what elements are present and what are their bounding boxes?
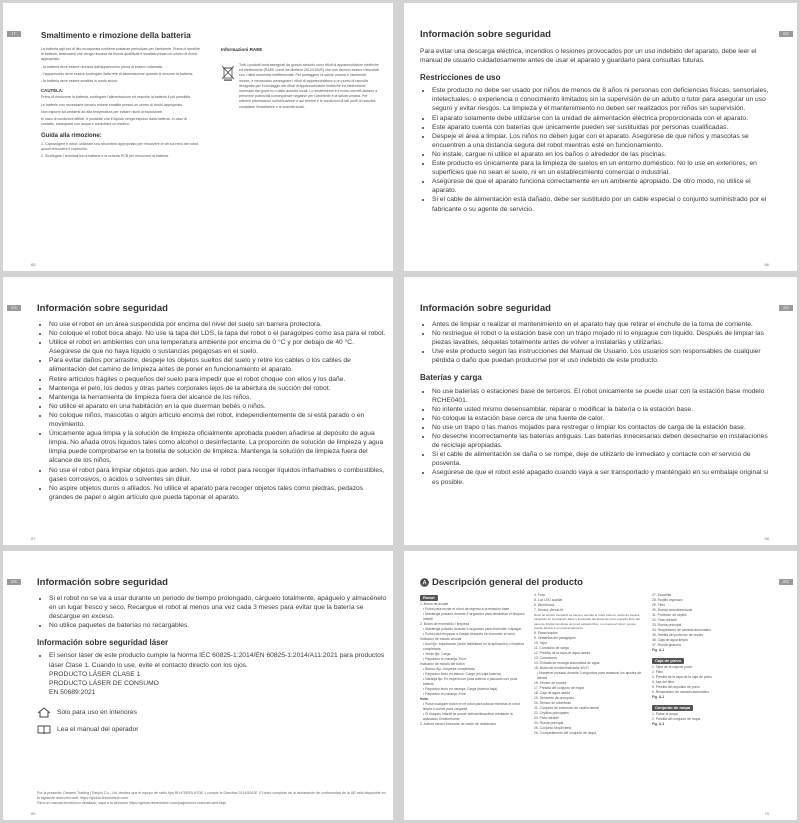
part-line: 6. Respiradero de vaciado automático	[652, 690, 710, 694]
language-tag: ES	[779, 305, 793, 311]
laser-class-line: PRODUCTO LÁSER DE CONSUMO	[49, 679, 159, 687]
robot-parts-col1	[420, 593, 528, 727]
list-item: • No instale, cargue ni utilice el aparato en los baños o alrededor de las piscinas.	[432, 150, 770, 159]
list-item: • Si el robot no se va a usar durante un periodo de tiempo prolongado, cárguelo totalmente, apáguelo y almacénelo en un lugar fresco y seco. Recargue el robot al menos una vez cada 3 meses para evitar que la batería se descargue en exceso.	[49, 594, 387, 621]
part-line: • Pulse para empezar a limpiar después de encender el robot	[423, 632, 516, 636]
part-line: 18. Caja de agua usada	[534, 690, 571, 695]
manual-label: Lea el manual del operador	[57, 725, 139, 733]
part-line: 12. Presilla de la tapa de agua usada	[534, 650, 590, 655]
part-line: • Parpadeo lento en blanco: Carga (en baja batería)	[423, 672, 501, 676]
part-line: • Parpadeo en naranja: Error	[423, 657, 467, 661]
part-line: 23. Pata retráctil	[534, 715, 559, 720]
robot-badge: Robot	[420, 595, 438, 601]
paragraph: - la batteria deve essere rimossa dall'apparecchio prima di essere rottamata;	[41, 64, 163, 69]
part-line: 20. Sensor de alfombras	[534, 700, 571, 705]
page-68	[404, 277, 797, 545]
section-heading: Restricciones de uso	[420, 73, 501, 83]
part-line: 37. Rueda giratoria	[652, 643, 681, 647]
part-line: 30. Rueda omnidireccional	[652, 608, 693, 612]
part-line: • Azul fijo: Impulsando (debe habilitarse en la aplicación) o limpieza completada	[423, 642, 524, 651]
caution-heading: CAUTELA:	[41, 88, 64, 94]
safety-content	[420, 47, 770, 214]
part-line: 1. Tapa de la caja de polvo	[652, 665, 693, 669]
raee-heading: Informazioni RAEE	[221, 47, 263, 52]
guide-heading: Guida alla rimozione:	[41, 133, 102, 140]
paragraph: 2. Scollegare i terminali tra la batteria e la scheda PCB per rimuovere la batteria.	[41, 154, 170, 159]
part-line: 29. Filtro	[652, 603, 666, 607]
part-line: • Mantenga pulsado durante 3 segundos para desactivar el bloqueo infantil	[423, 612, 525, 621]
part-line: 2. Presilla del conjunto de mopa	[652, 717, 701, 721]
part-line: 4. Asa del filtro	[652, 680, 675, 684]
part-line: • Pulse para enviar el robot de regreso a la estación base	[423, 607, 510, 611]
language-tag: ES	[7, 305, 21, 311]
part-line: Indicador de estado del botón	[420, 662, 465, 666]
figure-label: Fig. A-3	[652, 722, 665, 726]
list-item: • Utilice el robot en ambientes con una temperatura ambiente por encima de 0 °C y por debajo de 40 °C. Asegúrese de que no haya líquido o sustancias pegajosas en el suelo.	[49, 338, 387, 356]
part-line: Indicador de estado circular	[420, 637, 462, 641]
battery-text-column	[41, 47, 201, 161]
part-line: • Naranja fijo: En espera con poca batería o pausado con poca batería	[423, 677, 518, 686]
part-line: 17. Presilla del conjunto de mopa	[534, 685, 585, 690]
paragraph: In caso di condizioni difficili, è possibile che il liquido venga espulso dalla batteria. In caso di contatto, sciacquare con acqua e consultare un medico.	[41, 117, 187, 127]
part-line: 32. Pata retráctil	[652, 618, 677, 622]
part-line: 3. Presilla de la tapa de la caja de polvo	[652, 675, 712, 679]
part-line: • Pulse cualquier botón en el robot para pausar mientras el robot limpia o vuelve para cargarse.	[423, 702, 520, 711]
list-item: • No aspire objetos duros o afilados. No utilice el aparato para recoger objetos tales como piedras, pedazos grandes de papel o algún artículo que pueda taponar el aparato.	[49, 484, 387, 502]
part-line: 8. Parachoques	[534, 630, 558, 635]
part-line: 22. Cepillos principales	[534, 710, 569, 715]
part-line: 7. Sensor VersaLift	[534, 608, 563, 612]
page-69	[3, 551, 393, 820]
indoor-use-row	[37, 707, 387, 718]
part-line: 16. Sensor de bordes	[534, 680, 567, 685]
paragraph: 1. Capovolgere il robot, utilizzare uno strumento appropriato per rimuovere le viti sul retro del robot, quindi rimuovere il coperchio.	[41, 141, 199, 151]
page-title: Información sobre seguridad	[420, 29, 551, 40]
list-item: • Asegúrese de que el robot esté apagado cuando vaya a ser transportado y manténgalo en su embalaje original si es posible.	[432, 468, 770, 486]
paragraph: Le batterie non necessarie devono essere smaltite presso un centro di riciclo appropriato.	[41, 102, 184, 107]
letter-a-circle-icon	[420, 578, 429, 587]
paragraph: - la batteria deve essere smaltita in modo sicuro.	[41, 79, 119, 84]
part-line: 21. Conjunto de extensión de cepillo lateral	[534, 705, 599, 710]
part-line: 4. Foco	[534, 593, 546, 597]
part-line: 24. Rueda principal	[534, 720, 564, 725]
list-item: • El aparato solamente debe utilizarse con la unidad de alimentación eléctrica proporcionada con el aparato.	[432, 114, 770, 123]
list-item: • No use un trapo o las manos mojados para restregar o limpiar los contactos de carga de la estación base.	[432, 423, 770, 432]
part-line: 31. Protector de cepillo	[652, 613, 687, 617]
bullet-list	[37, 651, 387, 669]
part-line: 2. Botón de encendido / limpieza	[420, 622, 470, 626]
list-item: • Mantenga el pelo, los dedos y otras partes corporales lejos de la abertura de succión del robot.	[49, 384, 387, 393]
list-item: • Si el cable de alimentación está dañado, debe ser sustituido por un cable especial o conjunto suministrado por el fabricante o su agente de servicio.	[432, 195, 770, 213]
page-title: Smaltimento e rimozione della batteria	[41, 31, 191, 40]
house-icon	[37, 707, 51, 718]
part-line: 33. Rueda principal	[652, 623, 682, 627]
footer-line: Para un manual electrónico detallado, vaya a la dirección https://global.dreametech.com/pages/user-manuals-and-faqs	[37, 801, 226, 805]
list-item: • Retire artículos frágiles o pequeños del suelo para impedir que el robot choque con ellos y los dañe.	[49, 375, 387, 384]
bullet-list	[37, 594, 387, 630]
list-item: • No utilice paquetes de baterías no recargables.	[49, 621, 387, 630]
page-66	[404, 3, 797, 271]
page-number: 65	[31, 262, 36, 267]
paragraph: Non esporre ad ambienti ad alta temperatura per evitare rischi di esplosione.	[41, 109, 163, 114]
language-tag: ES	[7, 579, 21, 585]
crossed-bin-icon	[221, 65, 235, 81]
open-book-icon	[37, 724, 51, 735]
part-line: 10. Tapa	[534, 640, 547, 645]
robot-parts-col2	[534, 593, 642, 736]
safety-content	[420, 320, 770, 487]
laser-class-line: PRODUCTO LÁSER CLASE 1	[49, 670, 141, 678]
bullet-list	[37, 320, 387, 502]
list-item: • Únicamente agua limpia y la solución de limpieza oficialmente aprobada pueden añadirse al depósito de agua limpia. No añada otros líquidos tales como alcohol o desinfectante. La proporción de solución de limpieza y agua limpia puede comprobarse en la botella de solución de limpieza. Mantenga la solución de limpieza fuera del alcance de los niños.	[49, 429, 387, 465]
list-item: • Este producto no debe ser usado por niños de menos de 8 años ni personas con deficiencias físicas, sensoriales, intelectuales, o experiencia o conocimiento limitados sin la supervisión de un adulto o tutor para asegurar un uso seguro y evitar riesgos. La limpieza y el mantenimiento no deben ser realizados por niños sin supervisión.	[432, 86, 770, 113]
note-label: Nota:	[420, 697, 429, 701]
list-item: • Este producto es únicamente para la limpieza de suelos en un entorno doméstico. No lo use en exteriores, en superficies que no sean el suelo, ni en un establecimiento comercial o industrial.	[432, 159, 770, 177]
list-item: • No coloque el robot boca abajo. No use la tapa del LDS, la tapa del robot o el paragolpes como asa para el robot.	[49, 329, 387, 338]
list-item: • Antes de limpiar o realizar el mantenimiento en el aparato hay que retirar el enchufe de la toma de corriente.	[432, 320, 770, 329]
list-item: • Asegúrese de que el aparato funciona correctamente en un ambiente apropiado. De otro modo, no utilice el aparato.	[432, 177, 770, 195]
part-line: 3. Activar sensor binocular de visión de obstáculos	[420, 722, 496, 726]
raee-text	[239, 63, 379, 112]
safety-content	[37, 320, 387, 502]
part-line: 36. Caja de agua limpia	[652, 638, 688, 642]
part-line: 9. Ventanilla del paragolpes	[534, 635, 576, 640]
page-number: 68	[764, 536, 769, 541]
part-line: 13. Conectores	[534, 655, 557, 660]
list-item: • No restriegue el robot o la estación base con un trapo mojado ni lo enjuague con líquido. Después de limpiar las piezas lavables, séquelas totalmente antes de volver a instalarlas y utilizarlas.	[432, 329, 770, 347]
part-line: 27. Escobilla	[652, 593, 672, 597]
part-line: • Blanco fijo: Limpieza completada	[423, 667, 475, 671]
page-number: 69	[31, 811, 36, 816]
part-line: • Mantenga pulsado durante 3 segundos para encender o apagar	[423, 627, 522, 631]
page-title: Descripción general del producto	[432, 577, 583, 588]
list-item: • Si el cable de alimentación se daña o se rompe, deje de utilizarlo de inmediato y contacte con el servicio de posventa.	[432, 450, 770, 468]
language-tag: ES	[779, 31, 793, 37]
list-item: • Mantenga la herramienta de limpieza fuera del alcance de los niños.	[49, 393, 387, 402]
paragraph: Prima di rimuovere la batteria, scollegare l'alimentazione ed esaurire la batteria il più possibile.	[41, 95, 192, 100]
part-line: 28. Rodillo espinazo	[652, 598, 683, 602]
bullet-list	[420, 320, 770, 365]
part-line: 15. Botón de reinicio/indicador Wi-Fi	[534, 665, 589, 670]
part-line: 35. Hebilla del protector de cepillo	[652, 633, 704, 637]
page-title: Información sobre seguridad	[37, 303, 168, 314]
list-item: • No use el robot para limpiar objetos que arden. No use el robot para recoger líquidos inflamables o combustibles, gases corrosivos, o ácidos o solventes sin diluir.	[49, 466, 387, 484]
language-tag: ES	[779, 579, 793, 585]
list-item: • No utilice el aparato en una habitación en la que duerman bebés o niños.	[49, 402, 387, 411]
part-line: 14. Entrada de recarga automática de agua	[534, 660, 600, 665]
robot-parts-col3	[652, 593, 772, 727]
footer-line: Por la presente, Dreame Trading (Tianjin) Co., Ltd. declara que el equipo de radio tipo RLH70E/RLH70E-1 cumple la Directiva 2014/53/UE. El texto completo de la declaración de conformidad de la UE está disponible en la siguiente dirección web: https://global.dreametech.com	[37, 791, 386, 800]
paragraph: Tutti i prodotti contrassegnati da questo simbolo sono rifiuti di apparecchiature elettriche ed elettroniche (RAEE come da direttiva 2012/19/UE) che non devono essere mescolati con i rifiuti domestici indifferenziati. Per proteggere la salute umana e l'ambiente, invece, è necessario consegnare i rifiuti di apparecchiature a un punto di raccolta designato per il riciclaggio dei rifiuti di apparecchiature elettriche ed elettroniche, nominato dal governo o dalle autorità locali. Lo smaltimento e il riciclo corretti aiutano a prevenire potenziali conseguenze negative per l'ambiente e la salute umana. Per ulteriori informazioni sull'ubicazione e sui termini e le condizioni di tali punti di raccolta, contattare l'installatore o le autorità locali.	[239, 63, 379, 109]
mop-assembly-badge: Conjunto de mopa	[652, 705, 693, 711]
page-title: Información sobre seguridad	[420, 303, 551, 314]
laser-class-line: EN 50689:2021	[49, 688, 96, 696]
dust-box-badge: Caja de polvo	[652, 658, 684, 664]
figure-label: Fig. A-1	[652, 648, 665, 652]
page-number: 70	[764, 811, 769, 816]
bullet-list	[420, 86, 770, 213]
page-70	[404, 551, 797, 820]
section-heading: Información sobre seguridad láser	[37, 638, 169, 648]
bullet-list	[420, 387, 770, 487]
part-line: • El bloqueo infantil se puede activar/desactivar mediante la aplicación Dreamehome.	[423, 712, 513, 721]
paragraph: La batteria agli ioni di litio incorporata contiene sostanze pericolose per l'ambiente. Prima di smaltire la batteria, assicurarsi che venga rimossa da tecnici qualificati e smaltita presso un centro di riciclo appropriato.	[41, 47, 200, 62]
list-item: • No intente usted mismo desensamblar, reparar o modificar la batería o la estación base.	[432, 405, 770, 414]
list-item: • Use este producto según las instrucciones del Manual de Usuario. Los usuarios son responsables de cualquier pérdida o daño que puedan producirse por el uso indebido de este producto.	[432, 347, 770, 365]
svg-text:A: A	[422, 580, 427, 587]
list-item: • Despeje el área a limpiar. Los niños no deben jugar con el aparato. Asegúrese de que niños y mascotas se encuentren a una distancia segura del robot mientras esté en funcionamiento.	[432, 132, 770, 150]
part-line: 1. Botón de acople	[420, 602, 449, 606]
paragraph: - l'apparecchio deve essere scollegato dalla rete di alimentazione quando si rimuove la batteria;	[41, 71, 193, 76]
page-67	[3, 277, 393, 545]
indoor-use-label: Solo para uso en interiores	[57, 708, 137, 716]
part-line: 5. Presilla del depósito de polvo	[652, 685, 700, 689]
manual-row	[37, 724, 387, 735]
part-line: • Mantener pulsado durante 3 segundos para restaurar los ajustes de fábrica	[537, 670, 642, 680]
page-title-row	[420, 577, 583, 588]
list-item: • Este aparato cuenta con baterías que únicamente pueden ser sustituidas por personas cualificadas.	[432, 123, 770, 132]
list-item: • No coloque la estación base cerca de una fuente de calor.	[432, 414, 770, 423]
part-line: • Parpadeo lento en naranja: Carga (batería baja)	[423, 687, 498, 691]
part-line: • Parpadeo en naranja: Error	[423, 692, 467, 696]
page-title: Información sobre seguridad	[37, 577, 168, 588]
part-line: 26. Compartimento del conjunto de mopa	[534, 730, 597, 735]
list-item: • El sensor láser de este producto cumple la Norma IEC 60825-1:2014/EN 60825-1:2014/A11:2021 para productos láser Clase 1. Cuando lo use, evite el contacto directo con los ojos.	[49, 651, 387, 669]
figure-label: Fig. A-2	[652, 695, 665, 699]
list-item: • Para evitar daños por arrastre, despeje los objetos sueltos del suelo y retire los cables o los cables de alimentación del camino de limpieza antes de poner en funcionamiento el aparato.	[49, 356, 387, 374]
list-item: • No deseche incorrectamente las baterías antiguas. Las baterías innecesarias deben desecharse en instalaciones de reciclaje apropiadas.	[432, 432, 770, 450]
list-item: • No coloque niños, mascotas o algún artículo encima del robot, independientemente de si está parado o en movimiento.	[49, 411, 387, 429]
list-item: • No use baterías o estaciones base de terceros. El robot únicamente se puede usar con la estación base modelo RCHE0401.	[432, 387, 770, 405]
raee-section	[221, 47, 381, 58]
page-65	[3, 3, 393, 271]
page-number: 66	[764, 262, 769, 267]
section-heading: Baterías y carga	[420, 373, 482, 383]
part-line: 34. Respiradero de vaciado automático	[652, 628, 711, 632]
note-line: Nota: El sensor VersaLift se eleva o cambia el robot está en modo de espera, cargando en la estación base o limpiando las áreas de poco espacio libre. En caso de limpiar las áreas de poco espacio libre, no mueva el robot, ya que puede afectar a su posicionamiento.	[534, 613, 641, 631]
part-line: 6. Micrófonos	[534, 603, 555, 607]
part-line: 2. Filtro	[652, 670, 664, 674]
list-item: • No use el robot en un área suspendida por encima del nivel del suelo sin barrera protectora.	[49, 320, 387, 329]
footer-note	[37, 791, 387, 806]
part-line: 1. Pasar la mopa	[652, 712, 678, 716]
part-line: 11. Contactos de carga	[534, 645, 569, 650]
part-line: 5. Luz LED auxiliar	[534, 598, 563, 602]
language-tag: IT	[7, 31, 21, 37]
part-line: 19. Sensores de precipicio	[534, 695, 574, 700]
intro-paragraph: Para evitar una descarga eléctrica, incendios o lesiones provocados por un uso indebido del aparato, debe leer el manual de usuario cuidadosamente antes de usar el aparato y guardarlo para consultas futuras.	[420, 48, 757, 65]
page-number: 67	[31, 536, 36, 541]
part-line: 25. Conjunto MopExtend	[534, 725, 572, 730]
part-line: • Verde fijo: Carga	[423, 652, 451, 656]
safety-content	[37, 594, 387, 735]
